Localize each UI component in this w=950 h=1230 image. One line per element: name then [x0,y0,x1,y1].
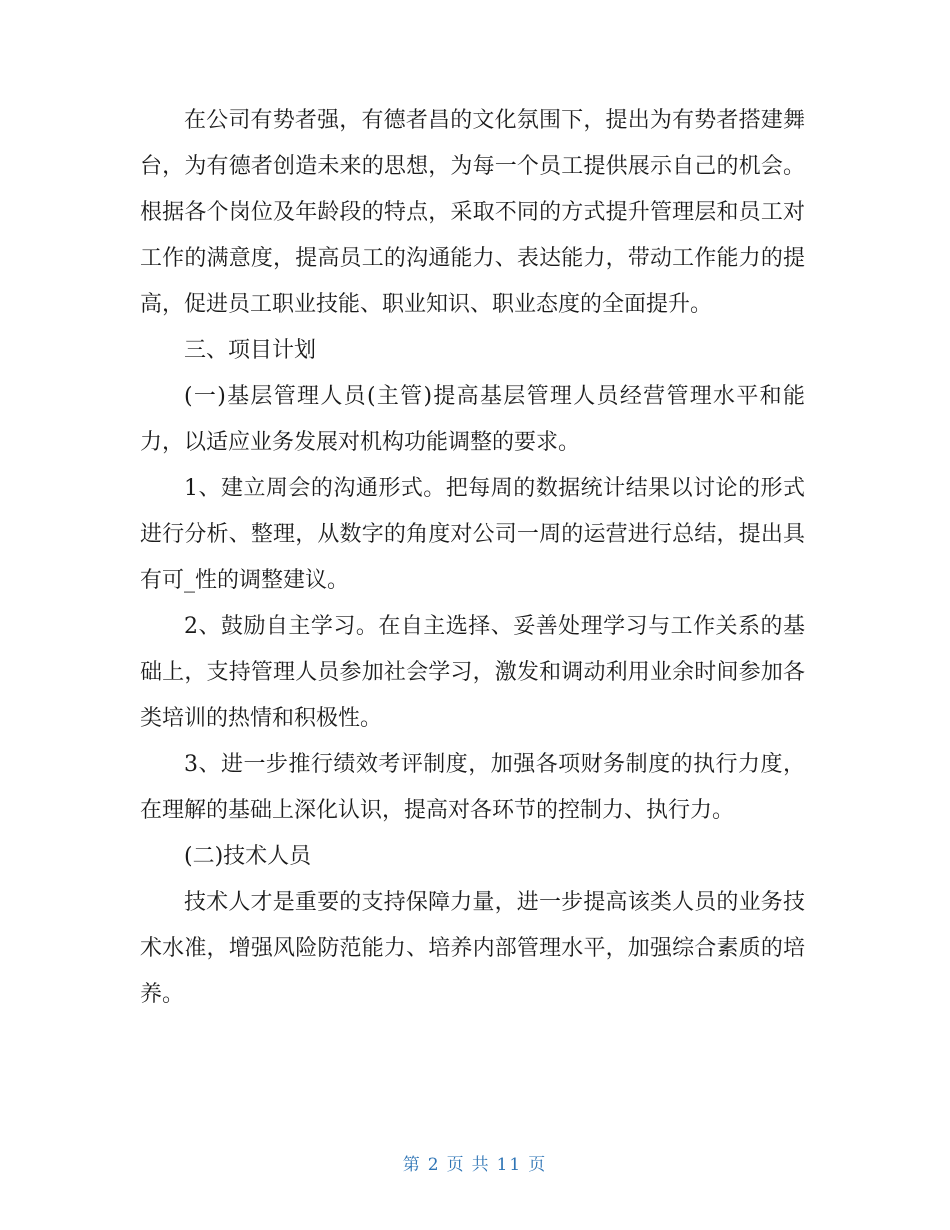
paragraph-grassroots-managers: (一)基层管理人员(主管)提高基层管理人员经营管理水平和能力，以适应业务发展对机构功能调整的要求。 [140,384,805,455]
section-heading-project-plan: 三、项目计划 [184,338,317,363]
footer-prefix: 第 [402,1155,422,1175]
paragraph-culture: 在公司有势者强，有德者昌的文化氛围下，提出为有势者搭建舞台，为有德者创造未来的思想，为每一个员工提供展示自己的机会。根据各个岗位及年龄段的特点，采取不同的方式提升管理层和员工对工作的满意度，提高员工的沟通能力、表达能力，带动工作能力的提高，促进员工职业技能、职业知识、职业态度的全面提升。 [140,108,805,317]
footer-current-page: 2 [427,1155,441,1175]
footer-suffix: 页 [528,1155,548,1175]
document-body [140,98,805,1018]
footer-total-word: 共 [471,1155,491,1175]
subheading-technical-staff: (二)技术人员 [184,844,312,869]
paragraph-item-2: 2、鼓励自主学习。在自主选择、妥善处理学习与工作关系的基础上，支持管理人员参加社会学习，激发和调动利用业余时间参加各类培训的热情和积极性。 [140,614,805,731]
footer-page-word: 页 [446,1155,466,1175]
paragraph-technical-staff: 技术人才是重要的支持保障力量，进一步提高该类人员的业务技术水准，增强风险防范能力、培养内部管理水平，加强综合素质的培养。 [140,890,805,1007]
paragraph-item-1: 1、建立周会的沟通形式。把每周的数据统计结果以讨论的形式进行分析、整理，从数字的角度对公司一周的运营进行总结，提出具有可_性的调整建议。 [140,476,805,593]
footer-total-pages: 11 [496,1155,523,1175]
page-footer [0,1150,950,1175]
paragraph-item-3: 3、进一步推行绩效考评制度，加强各项财务制度的执行力度，在理解的基础上深化认识，提高对各环节的控制力、执行力。 [140,752,805,823]
